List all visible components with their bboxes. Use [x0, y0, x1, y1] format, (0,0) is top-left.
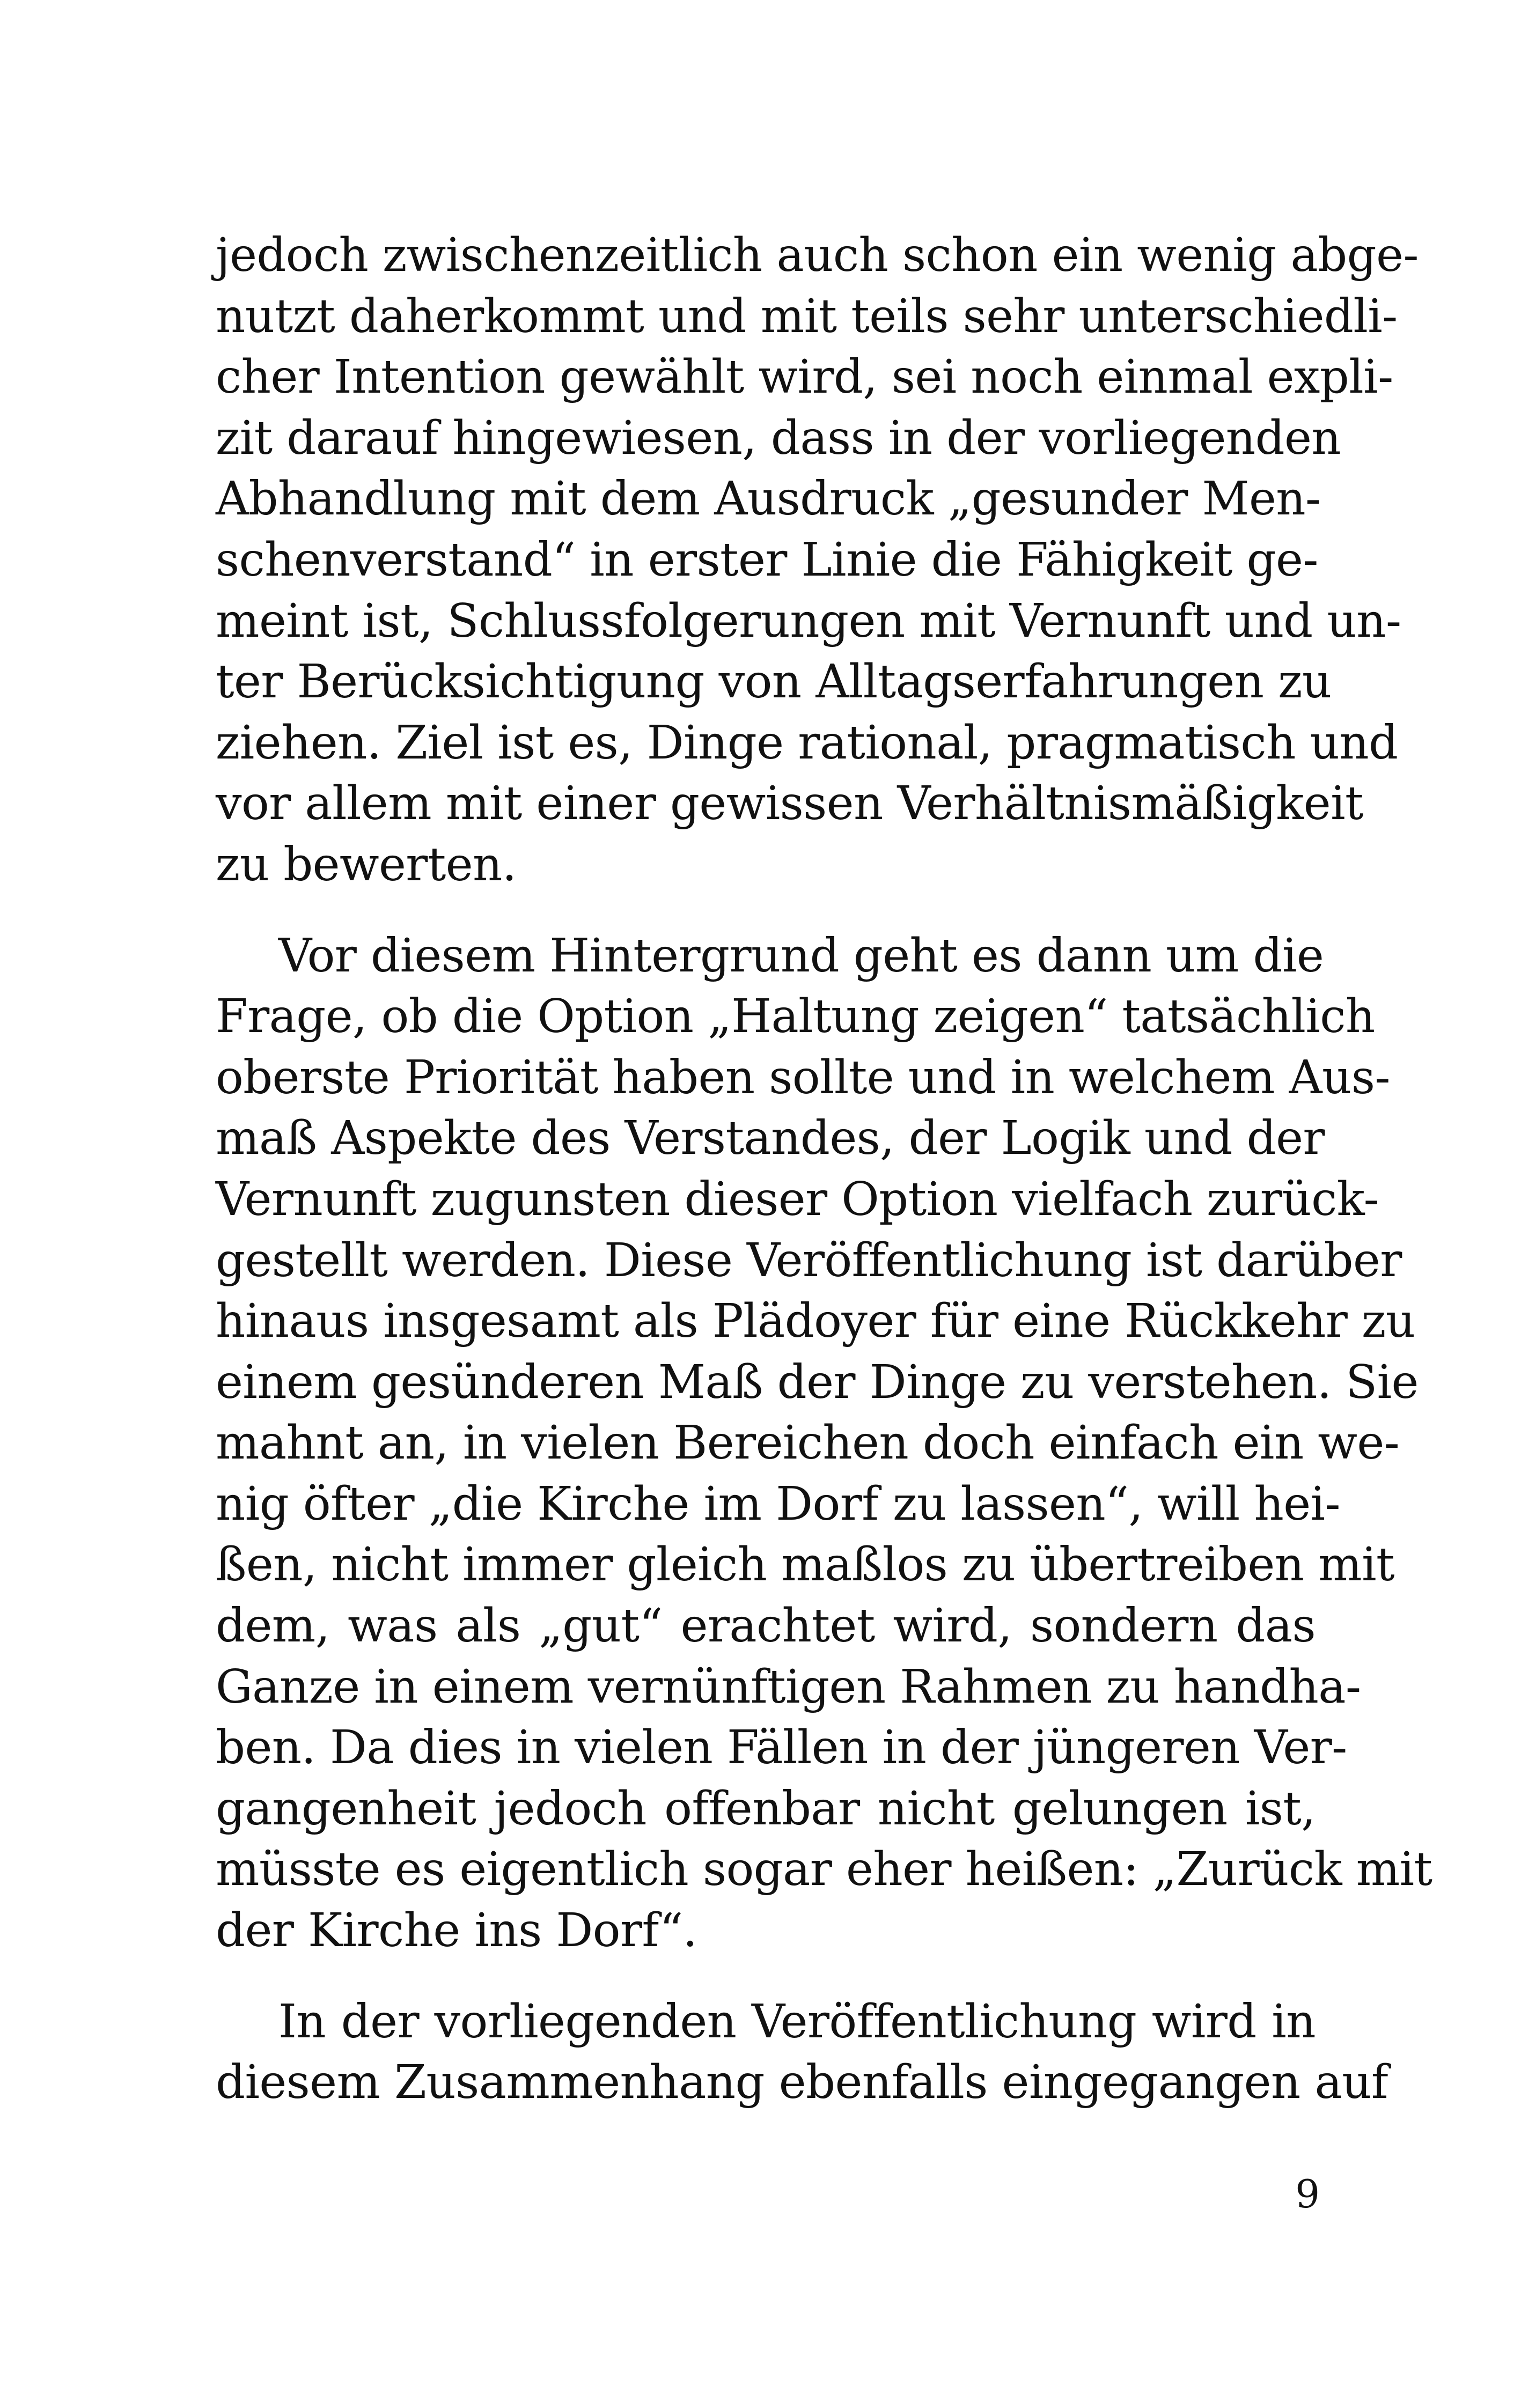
page-number: 9	[1295, 2171, 1320, 2216]
text-line: jedoch zwischenzeitlich auch schon ein wenig abge-	[216, 229, 1419, 282]
text-line: ter Berücksichtigung von Alltagserfahrungen zu	[216, 655, 1332, 709]
text-line: gangenheit jedoch offenbar nicht gelungen ist,	[216, 1781, 1316, 1836]
text-line: einem gesünderen Maß der Dinge zu verstehen. Sie	[216, 1355, 1419, 1409]
text-line: der Kirche ins Dorf“.	[216, 1904, 697, 1958]
text-line: Vor diesem Hintergrund geht es dann um die	[278, 929, 1324, 983]
text-line: Frage, ob die Option „Haltung zeigen“ tatsächlich	[216, 990, 1375, 1044]
text-line: maß Aspekte des Verstandes, der Logik und der	[216, 1111, 1325, 1166]
body-text	[216, 225, 1432, 2114]
paragraph-1	[216, 225, 1419, 896]
paragraph-3	[216, 1992, 1388, 2114]
text-line: mahnt an, in vielen Bereichen doch einfach ein we-	[216, 1416, 1400, 1470]
text-line: schenverstand“ in erster Linie die Fähigkeit ge-	[216, 533, 1318, 587]
text-line: ßen, nicht immer gleich maßlos zu übertreiben mit	[216, 1538, 1394, 1592]
text-line: nutzt daherkommt und mit teils sehr unterschiedli-	[216, 289, 1398, 343]
text-line: müsste es eigentlich sogar eher heißen: „Zurück mit	[216, 1843, 1432, 1897]
text-line: zit darauf hingewiesen, dass in der vorliegenden	[216, 411, 1341, 465]
text-line: diesem Zusammenhang ebenfalls eingegangen auf	[216, 2056, 1388, 2110]
paragraph-2	[216, 926, 1432, 1962]
text-line: dem, was als „gut“ erachtet wird, sondern das	[216, 1599, 1316, 1653]
text-line: oberste Priorität haben sollte und in welchem Aus-	[216, 1050, 1390, 1104]
text-line: Ganze in einem vernünftigen Rahmen zu handha-	[216, 1660, 1361, 1714]
text-line: cher Intention gewählt wird, sei noch einmal expli-	[216, 350, 1393, 404]
text-line: gestellt werden. Diese Veröffentlichung ist darüber	[216, 1233, 1402, 1287]
text-line: meint ist, Schlussfolgerungen mit Vernunft und un-	[216, 594, 1401, 648]
text-line: ziehen. Ziel ist es, Dinge rational, pragmatisch und	[216, 716, 1398, 770]
text-line: nig öfter „die Kirche im Dorf zu lassen“, will hei-	[216, 1477, 1340, 1531]
text-line: Vernunft zugunsten dieser Option vielfach zurück-	[216, 1172, 1379, 1226]
text-line: hinaus insgesamt als Plädoyer für eine Rückkehr zu	[216, 1294, 1415, 1349]
text-line: vor allem mit einer gewissen Verhältnismäßigkeit	[216, 777, 1363, 831]
text-line: ben. Da dies in vielen Fällen in der jüngeren Ver-	[216, 1721, 1347, 1775]
text-line: Abhandlung mit dem Ausdruck „gesunder Men-	[216, 472, 1321, 526]
text-line: In der vorliegenden Veröffentlichung wird in	[278, 1994, 1316, 2049]
text-line: zu bewerten.	[216, 837, 517, 892]
